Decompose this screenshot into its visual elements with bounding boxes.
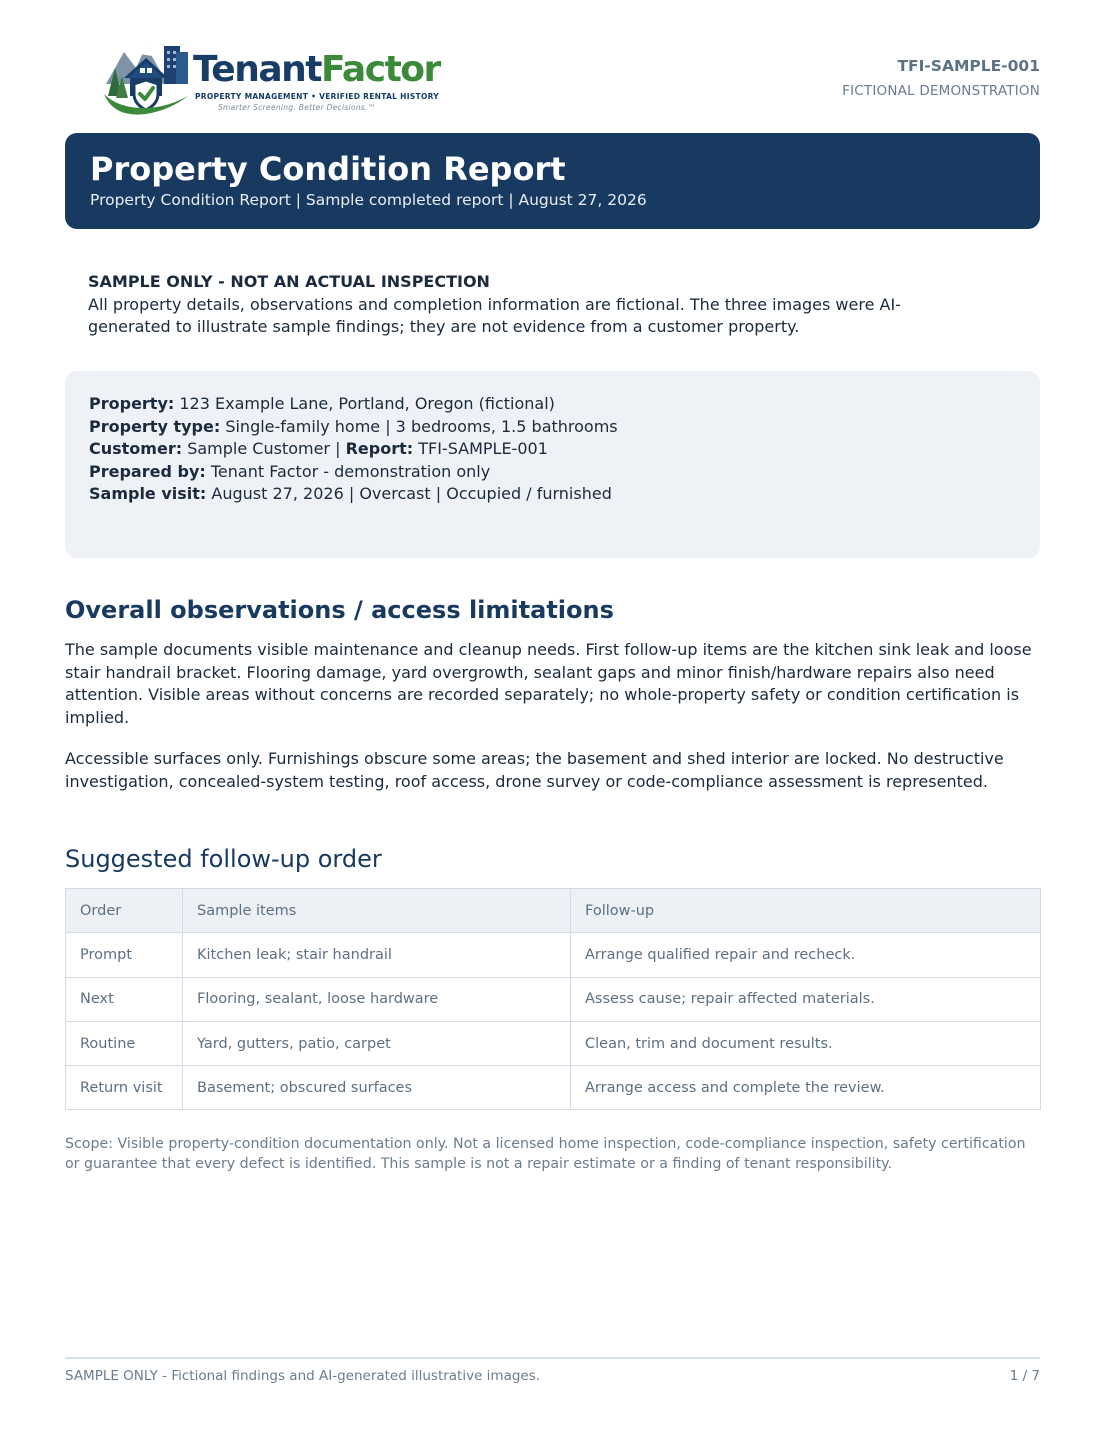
notice-body: All property details, observations and completion information are fictional. The three images were AI-generated to illustrate sample findings; they are not evidence from a customer property.: [88, 294, 901, 336]
house-shield-icon: [100, 38, 192, 118]
logo-wordmark: [193, 50, 440, 90]
observations-paragraph-2: Accessible surfaces only. Furnishings obscure some areas; the basement and shed interior are locked. No destructive investigation, concealed-system testing, roof access, drone survey or code-compliance assessment is represented.: [65, 749, 1004, 791]
sample-visit-value: August 27, 2026 | Overcast | Occupied / furnished: [211, 484, 612, 503]
property-value: 123 Example Lane, Portland, Oregon (fictional): [179, 394, 555, 413]
column-header-follow-up: Follow-up: [571, 889, 1041, 933]
prepared-by-line: [89, 461, 1016, 484]
report-label: Report:: [345, 439, 414, 458]
sample-notice: [88, 271, 968, 339]
page-number: 1 / 7: [1009, 1368, 1040, 1384]
prepared-by-label: Prepared by:: [89, 461, 206, 481]
notice-title: SAMPLE ONLY - NOT AN ACTUAL INSPECTION: [88, 272, 490, 291]
tenant-factor-logo: [100, 38, 440, 118]
sample-items-cell: Flooring, sealant, loose hardware: [183, 977, 571, 1021]
footer-divider: [65, 1357, 1040, 1359]
sample-items-cell: Basement; obscured surfaces: [183, 1066, 571, 1110]
column-header-sample-items: Sample items: [183, 889, 571, 933]
logo-word-factor: Factor: [320, 49, 440, 90]
logo-tagline: PROPERTY MANAGEMENT • VERIFIED RENTAL HISTORY: [195, 92, 440, 101]
footer-note: SAMPLE ONLY - Fictional findings and AI-generated illustrative images.: [65, 1368, 541, 1384]
table-header-row: [66, 889, 1041, 933]
follow-up-cell: Arrange access and complete the review.: [571, 1066, 1041, 1110]
table-row: [66, 977, 1041, 1021]
property-line: [89, 393, 1016, 416]
property-type-value: Single-family home | 3 bedrooms, 1.5 bathrooms: [225, 416, 618, 436]
scope-disclaimer: Scope: Visible property-condition documentation only. Not a licensed home inspection, code-compliance inspection, safety certification or guarantee that every defect is identified. This sample is not a repair estimate or a finding of tenant responsibility.: [65, 1136, 1026, 1172]
follow-up-cell: Assess cause; repair affected materials.: [571, 977, 1041, 1021]
title-banner: [65, 133, 1040, 229]
follow-up-cell: Clean, trim and document results.: [571, 1021, 1041, 1065]
customer-value: Sample Customer |: [187, 439, 341, 458]
observations-heading: Overall observations / access limitations: [65, 596, 614, 624]
page-title: Property Condition Report: [90, 150, 566, 188]
order-cell: Prompt: [66, 933, 183, 977]
table-row: [66, 1021, 1041, 1065]
column-header-order: Order: [66, 889, 183, 933]
order-cell: Routine: [66, 1021, 183, 1065]
sample-visit-line: [89, 483, 1016, 506]
prepared-by-value: Tenant Factor - demonstration only: [210, 461, 491, 481]
sample-items-cell: Yard, gutters, patio, carpet: [183, 1021, 571, 1065]
observations-paragraph-1: The sample documents visible maintenance and cleanup needs. First follow-up items are the kitchen sink leak and loose stair handrail bracket. Flooring damage, yard overgrowth, sealant gaps and minor finish/hardware repairs also need attention. Visible areas without concerns are recorded separately; no whole-property safety or condition certification is implied.: [65, 640, 1032, 727]
property-info-box: [65, 371, 1040, 558]
table-row: [66, 933, 1041, 977]
report-id: TFI-SAMPLE-001: [897, 57, 1040, 75]
customer-label: Customer:: [89, 439, 183, 458]
customer-line: [89, 438, 1016, 461]
report-value: TFI-SAMPLE-001: [418, 439, 548, 458]
followup-table: [65, 888, 1041, 1110]
property-type-label: Property type:: [89, 416, 221, 436]
followup-heading: Suggested follow-up order: [65, 845, 382, 873]
demonstration-label: FICTIONAL DEMONSTRATION: [842, 83, 1040, 99]
order-cell: Return visit: [66, 1066, 183, 1110]
logo-word-tenant: Tenant: [193, 49, 321, 90]
property-label: Property:: [89, 394, 175, 413]
page-subtitle: Property Condition Report | Sample completed report | August 27, 2026: [90, 191, 647, 209]
logo-slogan: Smarter Screening. Better Decisions.™: [218, 103, 376, 112]
sample-items-cell: Kitchen leak; stair handrail: [183, 933, 571, 977]
follow-up-cell: Arrange qualified repair and recheck.: [571, 933, 1041, 977]
sample-visit-label: Sample visit:: [89, 484, 207, 503]
property-type-line: [89, 416, 1016, 439]
table-row: [66, 1066, 1041, 1110]
order-cell: Next: [66, 977, 183, 1021]
